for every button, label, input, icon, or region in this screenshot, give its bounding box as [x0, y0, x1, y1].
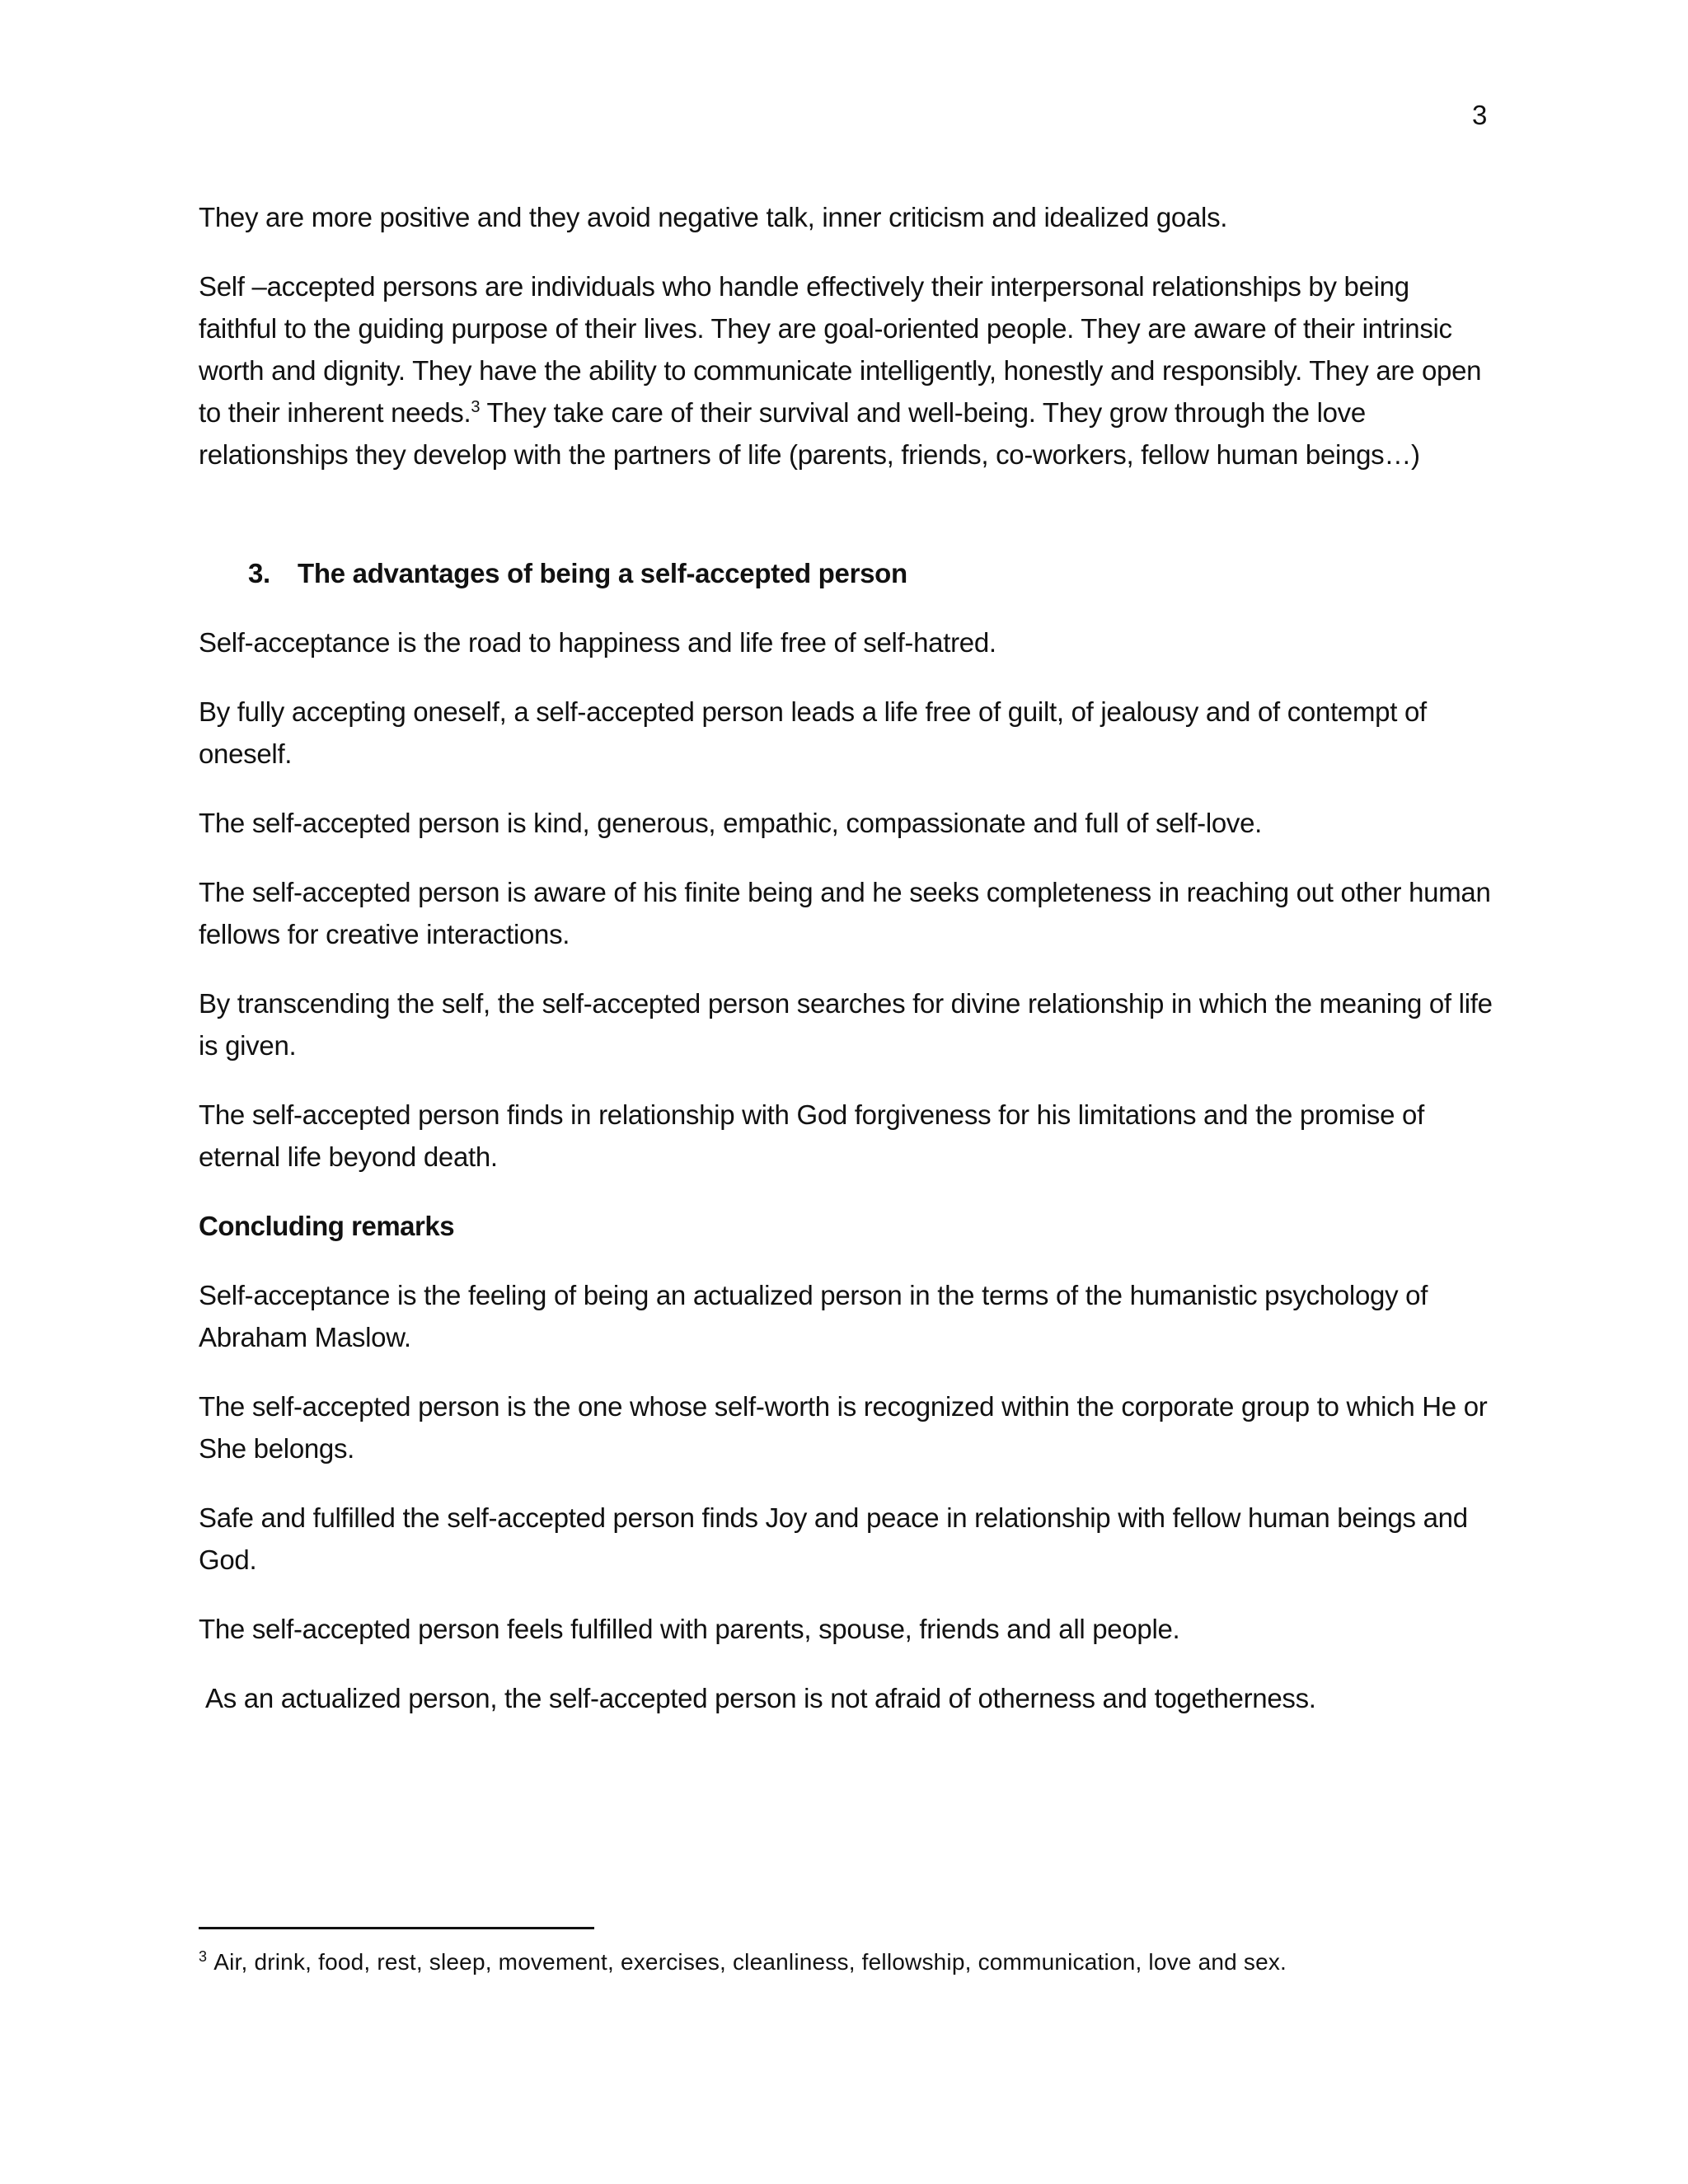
paragraph-positive: They are more positive and they avoid negative talk, inner criticism and idealized goals.: [199, 202, 1228, 232]
section-heading: [248, 552, 1493, 594]
paragraph: As an actualized person, the self-accepted person is not afraid of otherness and togetherness.: [205, 1683, 1316, 1713]
footnote-separator: [199, 1927, 594, 1929]
footnote: [199, 1947, 1493, 1977]
section-title: The advantages of being a self-accepted person: [298, 558, 907, 588]
paragraph-text: Self –accepted persons are individuals who handle effectively their interpersonal relationships by being faithful to the guiding purpose of their lives. They are goal-oriented people. They are aware of their intrinsic worth and dignity. They have the ability to communicate intelligently, honestly and responsibly. They are open to their inherent needs.: [199, 271, 1482, 428]
concluding-heading: Concluding remarks: [199, 1211, 455, 1241]
document-body: [199, 196, 1493, 1746]
paragraph: Self-acceptance is the road to happiness and life free of self-hatred.: [199, 627, 996, 658]
paragraph: The self-accepted person is the one whose self-worth is recognized within the corporate group to which He or She belongs.: [199, 1391, 1488, 1464]
paragraph: Self-acceptance is the feeling of being an actualized person in the terms of the humanistic psychology of Abraham Maslow.: [199, 1280, 1428, 1352]
paragraph: By fully accepting oneself, a self-accepted person leads a life free of guilt, of jealousy and of contempt of oneself.: [199, 696, 1427, 769]
footnote-mark: 3: [199, 1947, 208, 1965]
section-number: 3.: [248, 558, 270, 588]
paragraph: The self-accepted person is aware of his finite being and he seeks completeness in reaching out other human fellows for creative interactions.: [199, 877, 1491, 949]
paragraph: Safe and fulfilled the self-accepted person finds Joy and peace in relationship with fellow human beings and God.: [199, 1502, 1468, 1575]
paragraph: The self-accepted person finds in relationship with God forgiveness for his limitations and the promise of eternal life beyond death.: [199, 1099, 1424, 1172]
paragraph: The self-accepted person feels fulfilled with parents, spouse, friends and all people.: [199, 1614, 1180, 1644]
footnote-text: Air, drink, food, rest, sleep, movement, exercises, cleanliness, fellowship, communication, love and sex.: [213, 1949, 1287, 1975]
paragraph: By transcending the self, the self-accepted person searches for divine relationship in which the meaning of life is given.: [199, 988, 1493, 1061]
paragraph-text: They take care of their survival and well-being. They grow through the love relationships they develop with the partners of life (parents, friends, co-workers, fellow human beings…): [199, 397, 1420, 470]
footnote-reference: 3: [471, 398, 481, 416]
paragraph-self-accepted-persons: [199, 265, 1493, 476]
paragraph: The self-accepted person is kind, generous, empathic, compassionate and full of self-love.: [199, 808, 1263, 838]
page-number: 3: [1472, 100, 1488, 130]
